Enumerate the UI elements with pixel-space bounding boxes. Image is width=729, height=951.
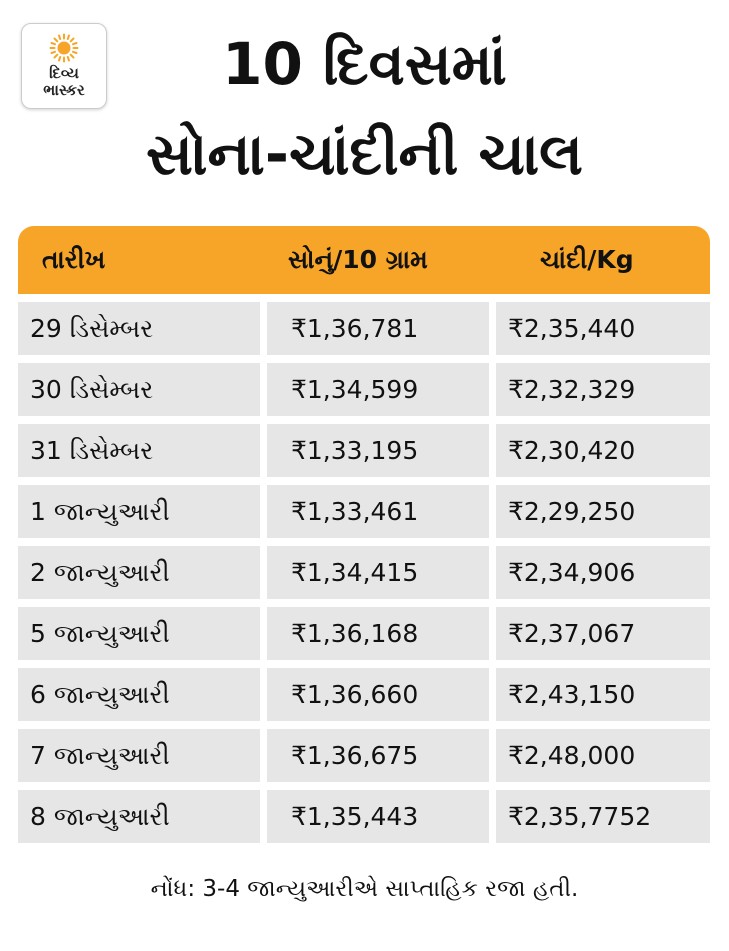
date-cell: 29 ડિસેમ્બર — [18, 302, 260, 355]
silver-price-cell: ₹2,29,250 — [496, 485, 710, 538]
silver-price-cell: ₹2,48,000 — [496, 729, 710, 782]
table-row — [18, 607, 710, 660]
date-cell: 5 જાન્યુઆરી — [18, 607, 260, 660]
silver-price-cell: ₹2,30,420 — [496, 424, 710, 477]
date-cell: 2 જાન્યુઆરી — [18, 546, 260, 599]
table-row — [18, 485, 710, 538]
footnote: નોંધ: 3-4 જાન્યુઆરીએ સાપ્તાહિક રજા હતી. — [150, 876, 579, 902]
logo-text-line1: દિવ્ય — [49, 64, 79, 82]
page-title-line2: સોના-ચાંદીની ચાલ — [145, 120, 584, 188]
date-cell: 30 ડિસેમ્બર — [18, 363, 260, 416]
silver-price-cell: ₹2,34,906 — [496, 546, 710, 599]
header-gold: સોનું/10 ગ્રામ — [288, 245, 428, 274]
date-cell: 1 જાન્યુઆરી — [18, 485, 260, 538]
gold-price-cell: ₹1,36,660 — [267, 668, 489, 721]
date-cell: 7 જાન્યુઆરી — [18, 729, 260, 782]
gold-price-cell: ₹1,34,415 — [267, 546, 489, 599]
header-silver: ચાંદી/Kg — [540, 245, 634, 274]
table-header — [18, 226, 710, 294]
silver-price-cell: ₹2,35,7752 — [496, 790, 710, 843]
gold-price-cell: ₹1,36,168 — [267, 607, 489, 660]
logo-text-line2: ભાસ્કર — [43, 81, 85, 99]
header-date: તારીખ — [42, 245, 106, 274]
page-title-line1: 10 દિવસમાં — [222, 30, 507, 98]
gold-price-cell: ₹1,33,195 — [267, 424, 489, 477]
gold-price-cell: ₹1,33,461 — [267, 485, 489, 538]
date-cell: 8 જાન્યુઆરી — [18, 790, 260, 843]
table-body — [18, 302, 710, 851]
gold-price-cell: ₹1,36,675 — [267, 729, 489, 782]
silver-price-cell: ₹2,32,329 — [496, 363, 710, 416]
silver-price-cell: ₹2,43,150 — [496, 668, 710, 721]
gold-price-cell: ₹1,36,781 — [267, 302, 489, 355]
table-row — [18, 302, 710, 355]
table-row — [18, 729, 710, 782]
date-cell: 6 જાન્યુઆરી — [18, 668, 260, 721]
table-row — [18, 363, 710, 416]
date-cell: 31 ડિસેમ્બર — [18, 424, 260, 477]
silver-price-cell: ₹2,35,440 — [496, 302, 710, 355]
table-row — [18, 424, 710, 477]
gold-price-cell: ₹1,34,599 — [267, 363, 489, 416]
gold-price-cell: ₹1,35,443 — [267, 790, 489, 843]
table-row — [18, 790, 710, 843]
table-row — [18, 546, 710, 599]
silver-price-cell: ₹2,37,067 — [496, 607, 710, 660]
table-row — [18, 668, 710, 721]
